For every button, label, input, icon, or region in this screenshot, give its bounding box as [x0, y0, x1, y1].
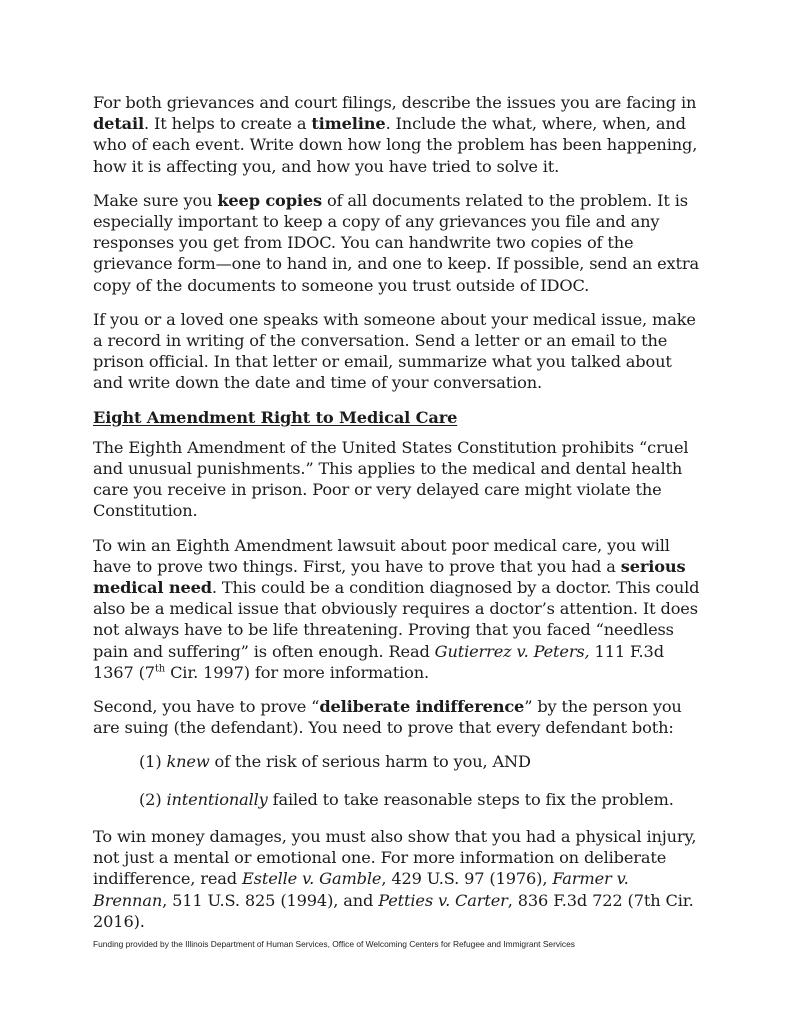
list-item-intentionally: [139, 789, 703, 810]
paragraph-record-conversation: [93, 309, 703, 394]
text: To win money damages, you must also show that you had a physical injury, not just a mental or emotional one. For more information on deliberate indifference, read: [93, 826, 697, 889]
case-citation: Petties v. Carter: [378, 890, 508, 910]
text: , 429 U.S. 97 (1976),: [381, 869, 553, 889]
paragraph-detail-timeline: [93, 92, 703, 177]
list-number: (2): [139, 789, 167, 809]
bold-text: timeline: [311, 114, 386, 134]
text: If you or a loved one speaks with someone about your medical issue, make a record in writing of the conversation. Send a letter or an email to the prison official. In that letter or email, summarize what you talked about and write down the date and time of your conversation.: [93, 309, 696, 393]
text: ” by the person you are suing (the defendant). You need to prove that every defendant both:: [93, 697, 682, 738]
italic-text: knew: [166, 752, 210, 772]
document-body: [93, 92, 703, 945]
italic-text: intentionally: [166, 789, 268, 809]
page-footer: Funding provided by the Illinois Department of Human Services, Office of Welcoming Centers for Refugee and Immigrant Services: [93, 939, 575, 949]
text: of all documents related to the problem. It is especially important to keep a copy of any grievances you file and any responses you get from IDOC. You can handwrite two copies of the grievance form—one to hand in, and one to keep. If possible, send an extra copy of the documents to someone you trust outside of IDOC.: [93, 190, 699, 295]
text: failed to take reasonable steps to fix the problem.: [267, 789, 674, 809]
bold-text: deliberate indifference: [319, 697, 525, 717]
case-citation: Farmer v. Brennan: [93, 869, 629, 910]
text: Cir. 1997) for more information.: [165, 662, 429, 682]
bold-text: serious medical need: [93, 556, 686, 598]
paragraph-eighth-amendment: [93, 437, 703, 522]
paragraph-deliberate-indifference: [93, 696, 703, 738]
text: of the risk of serious harm to you, AND: [209, 752, 531, 772]
text: 111 F.3d 1367 (7: [93, 641, 664, 682]
bold-text: detail: [93, 114, 144, 134]
text: , 511 U.S. 825 (1994), and: [162, 890, 379, 910]
case-citation: Estelle v. Gamble: [242, 869, 382, 889]
list-item-knew: [139, 751, 703, 772]
paragraph-money-damages: [93, 826, 703, 932]
text: The Eighth Amendment of the United States Constitution prohibits “cruel and unusual punishments.” This applies to the medical and dental health care you receive in prison. Poor or very delayed care might violate the Constitution.: [93, 437, 689, 521]
text: For both grievances and court filings, describe the issues you are facing in: [93, 93, 697, 112]
section-heading: Eight Amendment Right to Medical Care: [93, 407, 458, 427]
text: To win an Eighth Amendment lawsuit about poor medical care, you will have to prove two things. First, you have to prove that you had a: [93, 535, 670, 576]
case-citation: Gutierrez v. Peters,: [434, 641, 590, 661]
paragraph-keep-copies: [93, 190, 703, 296]
list-number: (1): [139, 752, 167, 772]
bold-text: keep copies: [217, 190, 322, 210]
paragraph-serious-medical-need: [93, 535, 703, 683]
text: . This could be a condition diagnosed by a doctor. This could also be a medical issue that obviously requires a doctor’s attention. It does not always have to be life threatening. Proving that you faced “needless pain and suffering” is often enough. Read: [93, 578, 700, 661]
text: Make sure you: [93, 190, 218, 210]
text: Second, you have to prove “: [93, 697, 320, 717]
text: . It helps to create a: [143, 114, 312, 134]
text: , 836 F.3d 722 (7th Cir. 2016).: [93, 890, 694, 931]
text: . Include the what, where, when, and who of each event. Write down how long the problem has been happening, how it is affecting you, and how you have tried to solve it.: [93, 114, 698, 176]
superscript: th: [154, 663, 166, 675]
